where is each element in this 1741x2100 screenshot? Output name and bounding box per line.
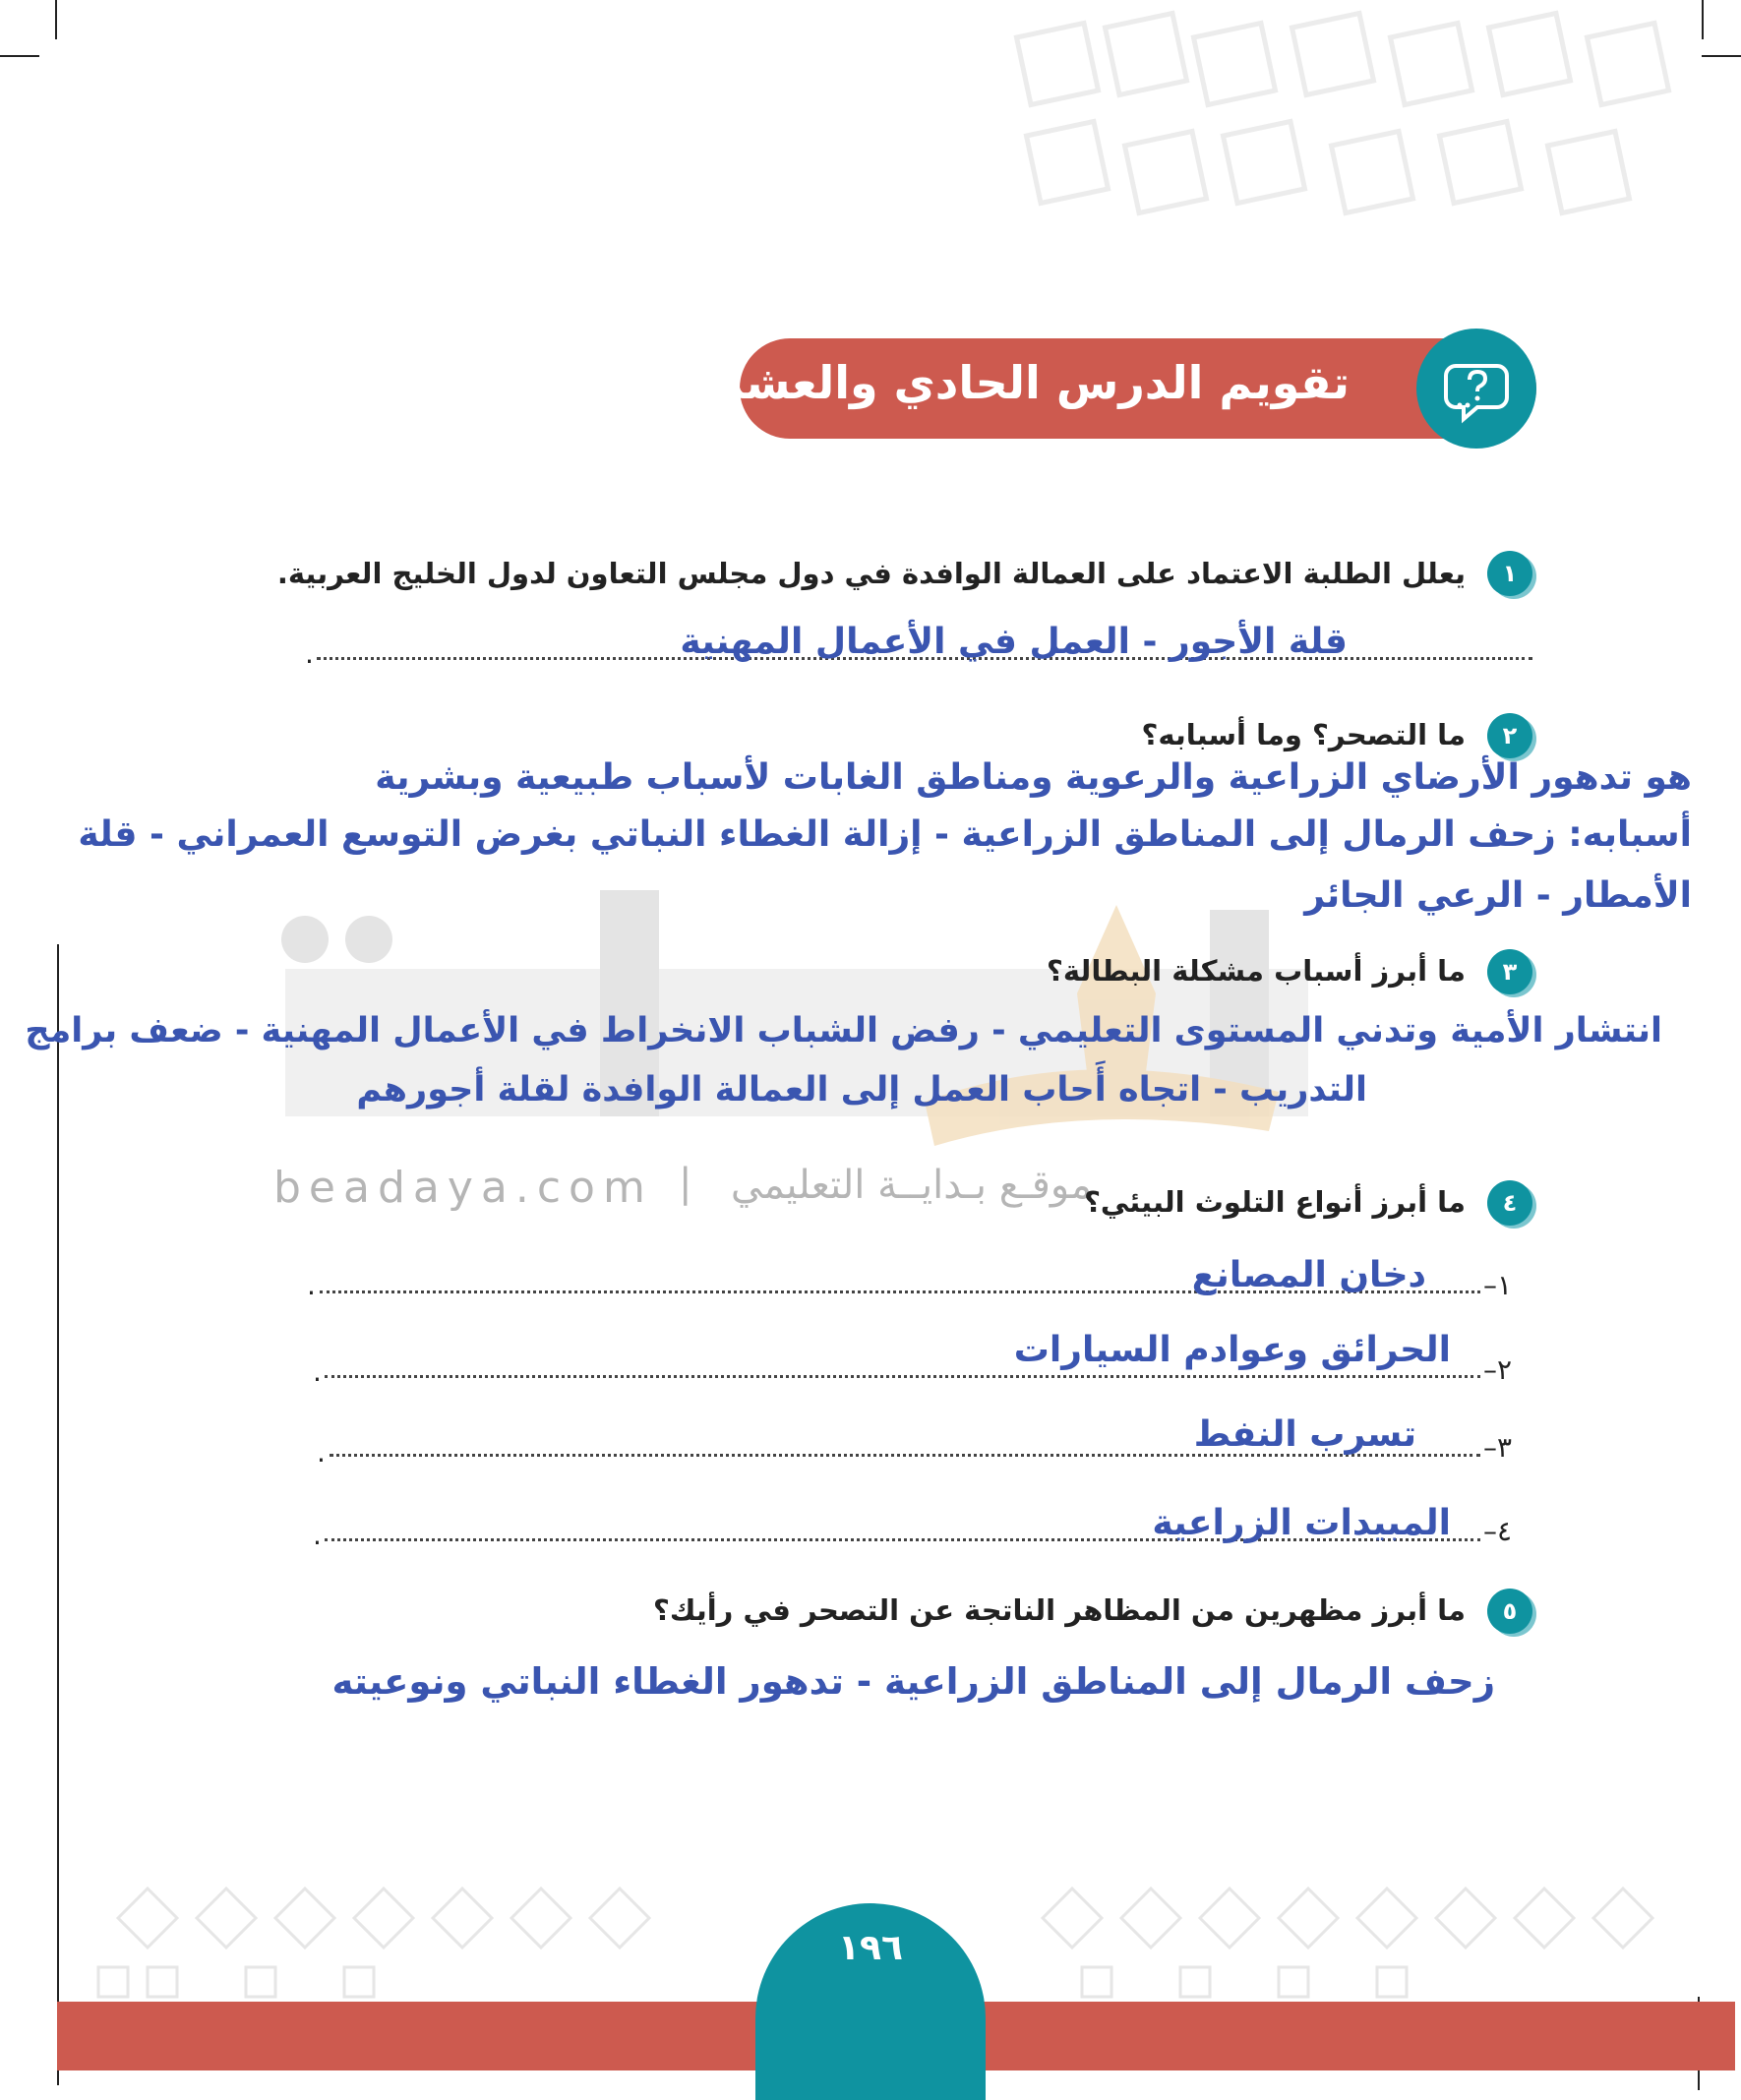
watermark-separator: |: [679, 1161, 692, 1206]
answer-text: أسبابه: زحف الرمال إلى المناطق الزراعية - إزالة الغطاء النباتي بغرض التوسع العمراني - قلة: [78, 814, 1692, 855]
answer-period: .: [307, 1269, 316, 1301]
question-number: ٥: [1487, 1589, 1532, 1634]
answer-period: .: [305, 637, 314, 670]
question-text: ما أبرز أنواع التلوث البيئي؟: [1084, 1185, 1466, 1219]
question-text: ما التصحر؟ وما أسبابه؟: [1141, 718, 1466, 751]
answer-text: هو تدهور الأرضاي الزراعية والرعوية ومناطق الغابات لأسباب طبيعية وبشرية: [375, 757, 1692, 798]
question-number: ١: [1487, 551, 1532, 596]
answer-text: المبيدات الزراعية: [1152, 1503, 1451, 1543]
list-item-number: ٣–: [1483, 1431, 1513, 1464]
answer-text: زحف الرمال إلى المناطق الزراعية - تدهور الغطاء النباتي ونوعيته: [331, 1660, 1495, 1703]
page-number: ١٩٦: [838, 1928, 903, 1968]
question-text: يعلل الطلبة الاعتماد على العمالة الوافدة في دول مجلس التعاون لدول الخليج العربية.: [276, 557, 1466, 590]
lesson-title-banner: [659, 338, 1536, 439]
list-item-number: ٤–: [1483, 1515, 1513, 1547]
answer-text: انتشار الأمية وتدني المستوى التعليمي - رفض الشباب الانخراط في الأعمال المهنية - ضعف برامج: [25, 1011, 1662, 1050]
question-chat-icon: [1416, 329, 1536, 449]
list-item-number: ٢–: [1483, 1353, 1513, 1386]
page-title: تقويم الدرس الحادي والعشرين: [659, 356, 1350, 409]
question-text: ما أبرز مظهرين من المظاهر الناتجة عن التصحر في رأيك؟: [653, 1593, 1466, 1627]
question-number: ٢: [1487, 713, 1532, 758]
answer-text: قلة الأجور - العمل في الأعمال المهنية: [680, 622, 1348, 662]
answer-text: الأمطار - الرعي الجائر: [1304, 875, 1692, 916]
answer-line: [325, 1375, 1480, 1378]
answer-text: تسرب النفط: [1193, 1414, 1416, 1455]
answer-period: .: [317, 1436, 326, 1469]
question-text: ما أبرز أسباب مشكلة البطالة؟: [1047, 954, 1466, 988]
answer-period: .: [313, 1519, 322, 1551]
list-item-number: ١–: [1483, 1269, 1513, 1301]
watermark-site: beadaya.com: [273, 1163, 653, 1213]
answer-text: التدريب - اتجاه أَحاب العمل إلى العمالة الوافدة لقلة أجورهم: [356, 1070, 1367, 1110]
answer-text: دخان المصانع: [1191, 1255, 1426, 1295]
question-number: ٤: [1487, 1180, 1532, 1226]
answer-period: .: [313, 1355, 322, 1388]
question-number: ٣: [1487, 949, 1532, 994]
watermark-arabic: موقـع بـدايــة التعليمي: [730, 1163, 1092, 1208]
answer-text: الحرائق وعوادم السيارات: [1013, 1330, 1451, 1370]
